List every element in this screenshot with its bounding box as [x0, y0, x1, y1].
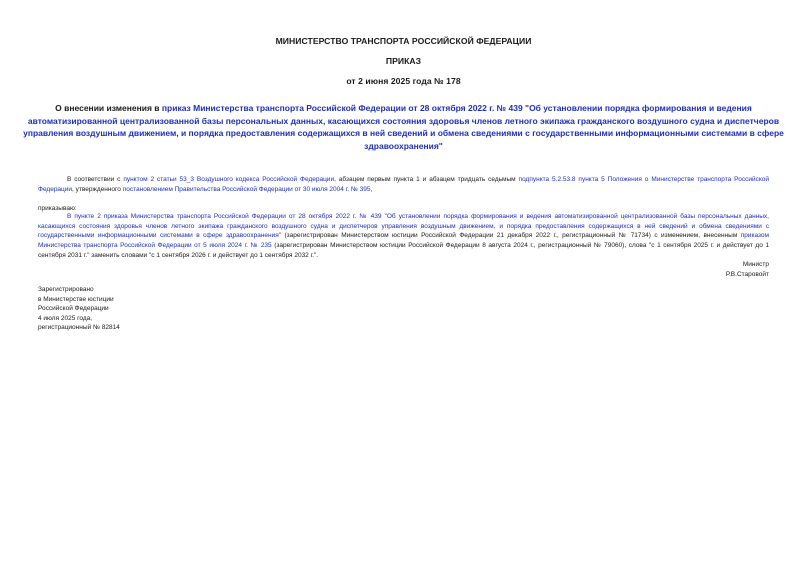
- title-link[interactable]: приказ Министерства транспорта Российской Федерации от 28 октября 2022 г. № 439 "Об установлении порядка формирования и ведения автоматизированной централизованной базы персональных данных, касающихся состояния здоровья членов летного экипажа гражданского воздушного судна и диспетчеров управления воздушным движением, и порядка предоставления содержащихся в ней сведений и обмена сведениями с государственными информационными системами в сфере здравоохранения": [23, 103, 784, 151]
- clause-text-2: (зарегистрирован Министерством юстиции Российской Федерации 8 августа 2024 г., регистрационный № 79060), слова "с 1 сентября 2025 г. и действует до 1 сентября 2031 г." заменить словами "с 1 сентября 2026 г. и действует до 1 сентября 2032 г.".: [38, 242, 769, 259]
- clause-text-1: (зарегистрирован Министерством юстиции Российской Федерации 21 декабря 2022 г., регистрационный № 71734) с изменением, внесенным: [281, 232, 741, 240]
- signature-block: [726, 260, 769, 279]
- government-decree-link[interactable]: постановлением Правительства Российской Федерации от 30 июля 2004 г. № 395: [122, 185, 371, 193]
- order-439-link[interactable]: В пункте 2 приказа Министерства транспорта Российской Федерации от 28 октября 2022 г. № 439 "Об установлении порядка формирования и ведения автоматизированной централизованной базы персональных данных, касающихся состояния здоровья членов летного экипажа гражданского воздушного судна и диспетчеров управления воздушным движением, и порядка предоставления содержащихся в ней сведений и обмена сведениями с государственными информационными системами в сфере здравоохранения": [38, 213, 769, 240]
- ministry-heading: МИНИСТЕРСТВО ТРАНСПОРТА РОССИЙСКОЙ ФЕДЕРАЦИИ: [275, 36, 532, 46]
- registration-line-2: в Министерстве юстиции: [38, 295, 114, 303]
- signature-position: Министр: [742, 261, 769, 268]
- preamble-text-4: ,: [370, 185, 373, 193]
- order-word: приказываю:: [38, 205, 77, 212]
- preamble-text-3: , утвержденного: [72, 185, 123, 193]
- order-235-link[interactable]: приказом Министерства транспорта Российской Федерации от 5 июля 2024 г. № 235: [38, 232, 770, 250]
- signature-name: Р.В.Старовойт: [725, 270, 769, 278]
- title-prefix: О внесении изменения в: [55, 103, 162, 113]
- doc-type-heading: ПРИКАЗ: [385, 56, 422, 66]
- preamble-text-2: , абзацем первым пункта 1 и абзацем тридцать седьмым: [334, 176, 519, 183]
- registration-line-3: Российской Федерации: [38, 305, 109, 313]
- date-number-heading: от 2 июня 2025 года № 178: [346, 76, 461, 86]
- preamble-text-1: В соответствии с: [67, 176, 124, 183]
- registration-line-4: 4 июля 2025 года,: [38, 314, 93, 322]
- preamble-paragraph: [38, 175, 769, 194]
- clause-paragraph: [38, 212, 769, 261]
- registration-block: [38, 285, 120, 333]
- order-title: [22, 102, 785, 152]
- registration-line-5: регистрационный № 82814: [38, 324, 120, 332]
- regulation-link[interactable]: подпункта 5.2.53.8 пункта 5 Положения о Министерстве транспорта Российской Федерации: [38, 176, 770, 193]
- registration-line-1: Зарегистрировано: [38, 286, 94, 293]
- air-code-link[interactable]: пунктом 2 статьи 53_3 Воздушного кодекса Российской Федерации: [123, 176, 335, 183]
